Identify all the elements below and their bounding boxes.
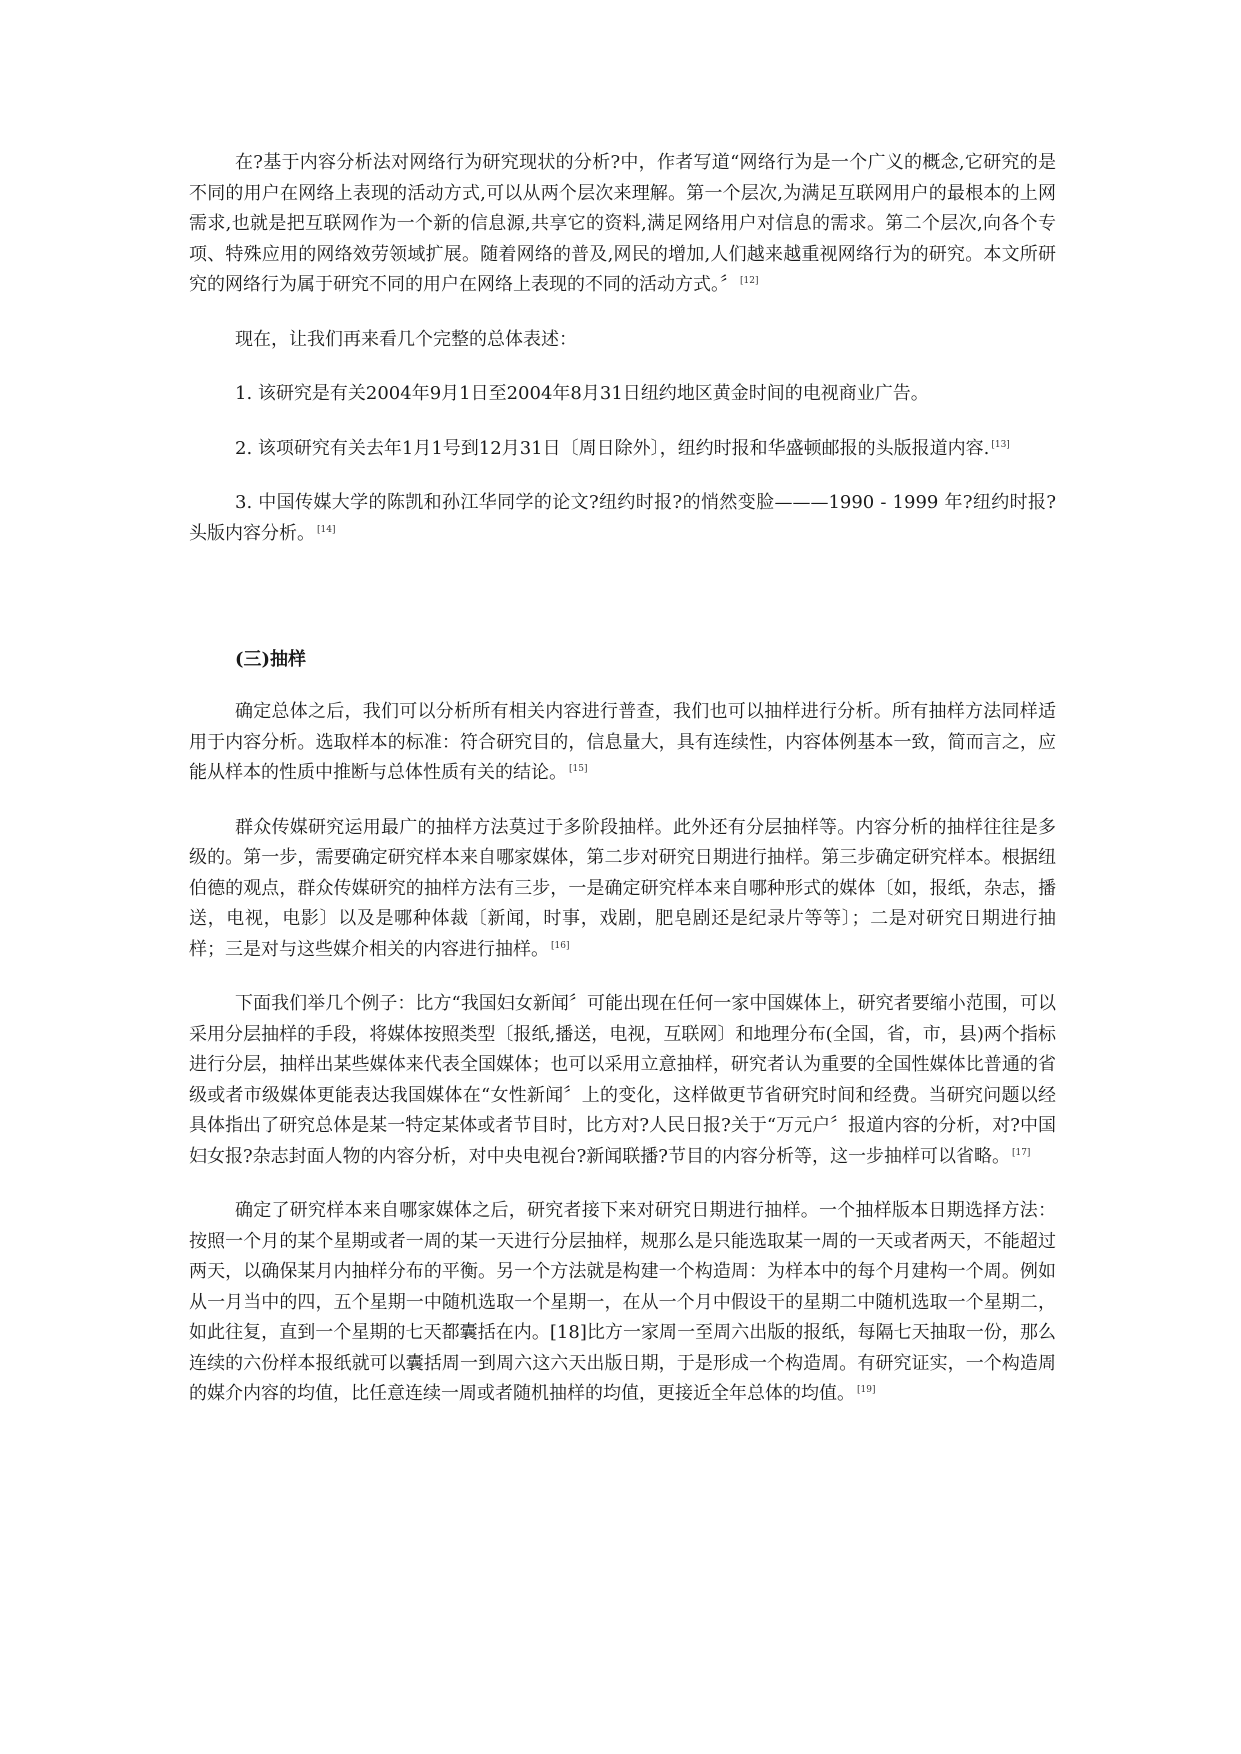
section-heading: (三)抽样 (235, 649, 307, 670)
paragraph-multistage-sampling (189, 813, 1056, 966)
paragraph-sampling-intro (189, 697, 1056, 789)
paragraph-date-sampling (189, 1196, 1056, 1410)
paragraph-intro-examples (189, 325, 1056, 356)
reference-marker: [19] (857, 1385, 876, 1395)
paragraph-text: 现在，让我们再来看几个完整的总体表述： (235, 328, 577, 350)
reference-marker: [15] (569, 764, 588, 774)
paragraph-text: 在?基于内容分析法对网络行为研究现状的分析?中，作者写道“网络行为是一个广义的概念,它研究的是不同的用户在网络上表现的活动方式,可以从两个层次来理解。第一个层次,为满足互联网用户的最根本的上网需求,也就是把互联网作为一个新的信息源,共享它的资料,满足网络用户对信息的需求。第二个层次,向各个专项、特殊应用的网络效劳领域扩展。随着网络的普及,网民的增加,人们越来越重视网络行为的研究。本文所研究的网络行为属于研究不同的用户在网络上表现的不同的活动方式。〞 (189, 152, 1056, 295)
reference-marker: [16] (551, 940, 570, 951)
reference-marker: [17] (1011, 1147, 1031, 1158)
document-page (189, 148, 1056, 1410)
paragraph-text: 确定了研究样本来自哪家媒体之后，研究者接下来对研究日期进行抽样。一个抽样版本日期选择方法：按照一个月的某个星期或者一周的某一天进行分层抽样，规那么是只能选取某一周的一天或者两天，不能超过两天，以确保某月内抽样分布的平衡。另一个方法就是构建一个构造周：为样本中的每个月建构一个周。例如从一月当中的四，五个星期一中随机选取一个星期一，在从一个月中假设干的星期二中随机选取一个星期二，如此往复，直到一个星期的七天都囊括在内。[18]比方一家周一至周六出版的报纸，每隔七天抽取一份，那么连续的六份样本报纸就可以囊括周一到周六这六天出版日期，于是形成一个构造周。有研究证实，一个构造周的媒介内容的均值，比任意连续一周或者随机抽样的均值，更接近全年总体的均值。 (189, 1200, 1056, 1404)
paragraph-text: 群众传媒研究运用最广的抽样方法莫过于多阶段抽样。此外还有分层抽样等。内容分析的抽样往往是多级的。第一步，需要确定研究样本来自哪家媒体，第二步对研究日期进行抽样。第三步确定研究样本。根据纽伯德的观点，群众传媒研究的抽样方法有三步，一是确定研究样本来自哪种形式的媒体〔如，报纸，杂志，播送，电视，电影〕以及是哪种体裁〔新闻，时事，戏剧，肥皂剧还是纪录片等等〕；二是对研究日期进行抽样；三是对与这些媒介相关的内容进行抽样。 (189, 816, 1056, 960)
paragraph-example-2 (189, 434, 1056, 465)
paragraph-text: 确定总体之后，我们可以分析所有相关内容进行普查，我们也可以抽样进行分析。所有抽样方法同样适用于内容分析。选取样本的标准：符合研究目的，信息量大，具有连续性，内容体例基本一致，简而言之，应能从样本的性质中推断与总体性质有关的结论。 (189, 701, 1056, 783)
reference-marker: [14] (317, 524, 336, 535)
paragraph-text: 2. 该项研究有关去年1月1号到12月31日〔周日除外〕，纽约时报和华盛顿邮报的头版报道内容. (235, 437, 990, 459)
reference-marker: [12] (740, 276, 759, 286)
paragraph-text: 下面我们举几个例子：比方“我国妇女新闻〞可能出现在任何一家中国媒体上，研究者要缩小范围，可以采用分层抽样的手段，将媒体按照类型〔报纸,播送，电视，互联网〕和地理分布(全国，省，市，县)两个指标进行分层，抽样出某些媒体来代表全国媒体；也可以采用立意抽样，研究者认为重要的全国性媒体比普通的省级或者市级媒体更能表达我国媒体在“女性新闻〞上的变化，这样做更节省研究时间和经费。当研究问题以经具体指出了研究总体是某一特定某体或者节目时，比方对?人民日报?关于“万元户〞报道内容的分析，对?中国妇女报?杂志封面人物的内容分析，对中央电视台?新闻联播?节目的内容分析等，这一步抽样可以省略。 (189, 993, 1056, 1167)
paragraph-example-3 (189, 488, 1056, 549)
paragraph-text: 3. 中国传媒大学的陈凯和孙江华同学的论文?纽约时报?的悄然变脸———1990 - 1999 年?纽约时报?头版内容分析。 (189, 492, 1056, 544)
paragraph-text: 1. 该研究是有关2004年9月1日至2004年8月31日纽约地区黄金时间的电视商业广告。 (235, 383, 929, 404)
paragraph-network-behavior (189, 148, 1056, 301)
reference-marker: [13] (991, 439, 1010, 450)
paragraph-example-1 (189, 379, 1056, 410)
paragraph-sampling-examples (189, 989, 1056, 1172)
